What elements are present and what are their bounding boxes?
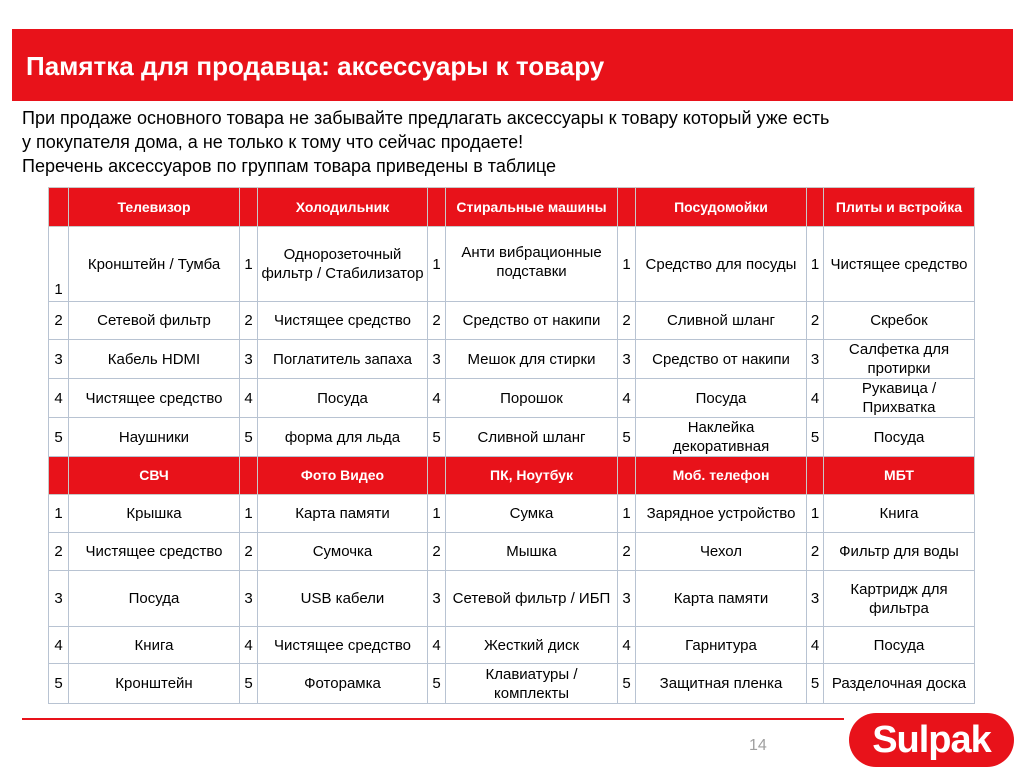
accessory-cell: Картридж для фильтра — [824, 571, 975, 627]
row-number: 5 — [807, 664, 824, 704]
category-header: МБТ — [824, 457, 975, 495]
row-number: 5 — [618, 418, 636, 457]
category-header: Стиральные машины — [446, 188, 618, 227]
category-header: Телевизор — [69, 188, 240, 227]
accessory-cell: Посуда — [258, 379, 428, 418]
row-number: 1 — [240, 227, 258, 302]
accessory-cell: Жесткий диск — [446, 627, 618, 664]
intro-line: Перечень аксессуаров по группам товара приведены в таблице — [22, 156, 557, 176]
accessory-cell: Анти вибрационные подставки — [446, 227, 618, 302]
row-number: 4 — [618, 627, 636, 664]
sulpak-logo: Sulpak — [849, 713, 1014, 767]
row-number: 5 — [240, 664, 258, 704]
row-number: 3 — [240, 340, 258, 379]
row-number: 2 — [618, 533, 636, 571]
accessory-cell: Порошок — [446, 379, 618, 418]
row-number: 3 — [618, 340, 636, 379]
category-header: Фото Видео — [258, 457, 428, 495]
category-header: Плиты и встройка — [824, 188, 975, 227]
row-number: 4 — [807, 379, 824, 418]
category-header: Посудомойки — [636, 188, 807, 227]
row-number: 3 — [807, 340, 824, 379]
accessory-cell: форма для льда — [258, 418, 428, 457]
row-number: 4 — [240, 627, 258, 664]
category-header: ПК, Ноутбук — [446, 457, 618, 495]
row-number: 4 — [428, 627, 446, 664]
accessory-cell: Сумка — [446, 495, 618, 533]
accessory-cell: Кронштейн — [69, 664, 240, 704]
category-header-row — [49, 457, 975, 495]
accessory-cell: Рукавица / Прихватка — [824, 379, 975, 418]
row-number: 5 — [49, 664, 69, 704]
accessory-cell: Книга — [824, 495, 975, 533]
row-number: 5 — [618, 664, 636, 704]
accessory-cell: Клавиатуры / комплекты — [446, 664, 618, 704]
accessory-cell: Чехол — [636, 533, 807, 571]
row-number: 4 — [49, 379, 69, 418]
row-number: 2 — [240, 533, 258, 571]
table-row — [49, 627, 975, 664]
row-number: 3 — [240, 571, 258, 627]
intro-line: у покупателя дома, а не только к тому что сейчас продаете! — [22, 132, 524, 152]
row-number: 5 — [428, 418, 446, 457]
row-number: 3 — [807, 571, 824, 627]
row-number: 2 — [618, 302, 636, 340]
intro-text — [22, 106, 1012, 178]
row-number: 4 — [618, 379, 636, 418]
accessory-cell: Кабель HDMI — [69, 340, 240, 379]
accessory-cell: Сумочка — [258, 533, 428, 571]
row-number: 4 — [240, 379, 258, 418]
row-number: 5 — [49, 418, 69, 457]
accessory-cell: Чистящее средство — [69, 379, 240, 418]
accessory-cell: Разделочная доска — [824, 664, 975, 704]
accessory-cell: Посуда — [69, 571, 240, 627]
row-number: 1 — [49, 227, 69, 302]
accessory-cell: Поглатитель запаха — [258, 340, 428, 379]
accessory-cell: Чистящее средство — [258, 627, 428, 664]
row-number: 5 — [807, 418, 824, 457]
accessory-cell: Сетевой фильтр — [69, 302, 240, 340]
accessory-cell: Средство для посуды — [636, 227, 807, 302]
accessory-cell: Карта памяти — [636, 571, 807, 627]
intro-line: При продаже основного товара не забывайте предлагать аксессуары к товару который уже есть — [22, 108, 830, 128]
accessory-cell: Чистящее средство — [258, 302, 428, 340]
row-number: 5 — [428, 664, 446, 704]
row-number: 1 — [807, 495, 824, 533]
page-number: 14 — [749, 737, 767, 754]
table-row — [49, 340, 975, 379]
accessory-cell: Средство от накипи — [446, 302, 618, 340]
row-number: 2 — [240, 302, 258, 340]
table-row — [49, 418, 975, 457]
table-row — [49, 227, 975, 302]
accessory-cell: Чистящее средство — [824, 227, 975, 302]
table-row — [49, 379, 975, 418]
row-number: 2 — [428, 533, 446, 571]
accessory-cell: Салфетка для протирки — [824, 340, 975, 379]
row-number: 3 — [49, 571, 69, 627]
accessory-cell: Мышка — [446, 533, 618, 571]
row-number: 2 — [807, 302, 824, 340]
accessory-cell: Крышка — [69, 495, 240, 533]
row-number: 4 — [807, 627, 824, 664]
accessory-cell: Посуда — [636, 379, 807, 418]
row-number: 5 — [240, 418, 258, 457]
page-title: Памятка для продавца: аксессуары к товару — [26, 51, 605, 81]
category-header: Моб. телефон — [636, 457, 807, 495]
row-number: 1 — [807, 227, 824, 302]
row-number: 1 — [618, 495, 636, 533]
accessory-cell: Чистящее средство — [69, 533, 240, 571]
row-number: 2 — [428, 302, 446, 340]
accessory-cell: Защитная пленка — [636, 664, 807, 704]
accessory-cell: Сетевой фильтр / ИБП — [446, 571, 618, 627]
accessory-cell: Посуда — [824, 418, 975, 457]
accessory-cell: Сливной шланг — [446, 418, 618, 457]
row-number: 3 — [428, 571, 446, 627]
category-header: Холодильник — [258, 188, 428, 227]
accessory-cell: Книга — [69, 627, 240, 664]
row-number: 3 — [618, 571, 636, 627]
row-number: 1 — [428, 495, 446, 533]
accessory-cell: Фильтр для воды — [824, 533, 975, 571]
row-number: 1 — [49, 495, 69, 533]
accessory-cell: Однорозеточный фильтр / Стабилизатор — [258, 227, 428, 302]
table-row — [49, 533, 975, 571]
footer-divider — [22, 718, 844, 720]
accessory-cell: Наклейка декоративная — [636, 418, 807, 457]
category-header: СВЧ — [69, 457, 240, 495]
row-number: 1 — [618, 227, 636, 302]
table-row — [49, 495, 975, 533]
accessory-cell: Посуда — [824, 627, 975, 664]
accessories-table — [48, 187, 975, 704]
row-number: 4 — [49, 627, 69, 664]
accessory-cell: Мешок для стирки — [446, 340, 618, 379]
accessory-cell: Кронштейн / Тумба — [69, 227, 240, 302]
row-number: 2 — [49, 533, 69, 571]
accessory-cell: Фоторамка — [258, 664, 428, 704]
row-number: 3 — [49, 340, 69, 379]
accessory-cell: Средство от накипи — [636, 340, 807, 379]
row-number: 4 — [428, 379, 446, 418]
category-header-row — [49, 188, 975, 227]
accessory-cell: Наушники — [69, 418, 240, 457]
accessory-cell: Карта памяти — [258, 495, 428, 533]
table-row — [49, 571, 975, 627]
accessory-cell: Сливной шланг — [636, 302, 807, 340]
title-bar — [12, 29, 1013, 101]
accessory-cell: Скребок — [824, 302, 975, 340]
accessory-cell: Зарядное устройство — [636, 495, 807, 533]
row-number: 1 — [428, 227, 446, 302]
row-number: 2 — [49, 302, 69, 340]
table-row — [49, 664, 975, 704]
table-row — [49, 302, 975, 340]
row-number: 1 — [240, 495, 258, 533]
row-number: 3 — [428, 340, 446, 379]
accessory-cell: USB кабели — [258, 571, 428, 627]
accessory-cell: Гарнитура — [636, 627, 807, 664]
row-number: 2 — [807, 533, 824, 571]
